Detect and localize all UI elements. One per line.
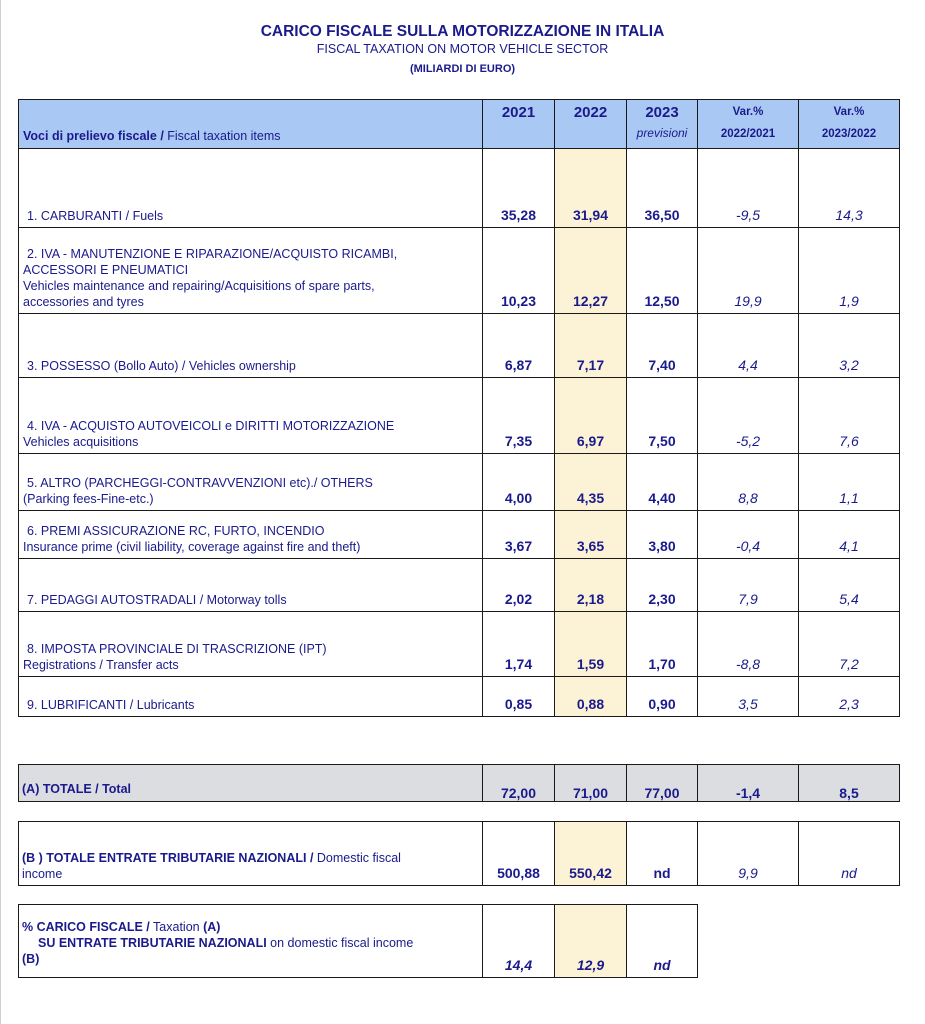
share-label: % CARICO FISCALE / Taxation (A) SU ENTRATE TRIBUTARIE NAZIONALI on domestic fiscal income (B) (19, 905, 483, 978)
cell-var1: -8,8 (698, 612, 799, 677)
cell-var1: 3,5 (698, 677, 799, 717)
cell-v2022: 31,94 (555, 149, 627, 228)
row-label-line: ACCESSORI E PNEUMATICI (23, 263, 189, 277)
cell-v2023: 4,40 (627, 454, 698, 511)
cell-v2021: 6,87 (483, 314, 555, 378)
row-label-line: 7. PEDAGGI AUTOSTRADALI / Motorway tolls (27, 593, 287, 607)
cell-v2023: 1,70 (627, 612, 698, 677)
table-row (19, 314, 900, 378)
cell-v2021: 35,28 (483, 149, 555, 228)
row-label (19, 149, 483, 228)
total-var2: 8,5 (799, 765, 900, 802)
share-row (19, 905, 698, 978)
row-label-line: 4. IVA - ACQUISTO AUTOVEICOLI e DIRITTI MOTORIZZAZIONE (27, 419, 395, 433)
cell-v2021: 1,74 (483, 612, 555, 677)
cell-var2: 1,9 (799, 228, 900, 314)
header-label: Voci di prelievo fiscale / Fiscal taxation items (19, 100, 483, 149)
header-var1: Var.% 2022/2021 (698, 100, 799, 149)
cell-var2: 3,2 (799, 314, 900, 378)
header-2021: 2021 (483, 100, 555, 149)
cell-v2021: 0,85 (483, 677, 555, 717)
total-2022: 71,00 (555, 765, 627, 802)
share-2021: 14,4 (483, 905, 555, 978)
table-row (19, 228, 900, 314)
cell-v2022: 3,65 (555, 511, 627, 559)
cell-v2022: 2,18 (555, 559, 627, 612)
cell-var1: -0,4 (698, 511, 799, 559)
national-label: (B ) TOTALE ENTRATE TRIBUTARIE NAZIONALI / Domestic fiscal income (19, 822, 483, 886)
page-left-edge (0, 0, 1, 1024)
fiscal-table (18, 99, 900, 717)
cell-v2023: 0,90 (627, 677, 698, 717)
cell-v2023: 7,40 (627, 314, 698, 378)
row-label-line: Insurance prime (civil liability, coverage against fire and theft) (23, 540, 361, 554)
cell-v2021: 2,02 (483, 559, 555, 612)
cell-var1: 19,9 (698, 228, 799, 314)
cell-v2021: 7,35 (483, 378, 555, 454)
cell-var1: 7,9 (698, 559, 799, 612)
row-label-line: 8. IMPOSTA PROVINCIALE DI TRASCRIZIONE (IPT) (27, 642, 327, 656)
cell-var2: 1,1 (799, 454, 900, 511)
table-row (19, 454, 900, 511)
table-row (19, 511, 900, 559)
cell-v2022: 0,88 (555, 677, 627, 717)
row-label-line: accessories and tyres (23, 295, 144, 309)
cell-v2023: 36,50 (627, 149, 698, 228)
header-row (19, 100, 900, 149)
row-label-line: Vehicles maintenance and repairing/Acquisitions of spare parts, (23, 279, 375, 293)
total-row (19, 765, 900, 802)
row-label (19, 559, 483, 612)
national-2021: 500,88 (483, 822, 555, 886)
cell-v2023: 7,50 (627, 378, 698, 454)
cell-var2: 2,3 (799, 677, 900, 717)
cell-v2021: 3,67 (483, 511, 555, 559)
cell-var1: -9,5 (698, 149, 799, 228)
cell-var1: 8,8 (698, 454, 799, 511)
row-label (19, 378, 483, 454)
row-label-line: Registrations / Transfer acts (23, 658, 179, 672)
cell-v2023: 12,50 (627, 228, 698, 314)
row-label (19, 314, 483, 378)
page-subtitle: FISCAL TAXATION ON MOTOR VEHICLE SECTOR (316, 42, 609, 56)
row-label (19, 677, 483, 717)
share-2022: 12,9 (555, 905, 627, 978)
total-2021: 72,00 (483, 765, 555, 802)
header-2023: 2023 previsioni (627, 100, 698, 149)
table-row (19, 149, 900, 228)
unit-label: (MILIARDI DI EURO) (409, 63, 516, 75)
cell-var2: 7,6 (799, 378, 900, 454)
table-row (19, 559, 900, 612)
row-label (19, 228, 483, 314)
cell-var1: 4,4 (698, 314, 799, 378)
share-table (18, 904, 698, 978)
cell-var2: 4,1 (799, 511, 900, 559)
row-label-line: 5. ALTRO (PARCHEGGI-CONTRAVVENZIONI etc)./ OTHERS (27, 476, 373, 490)
table-row (19, 677, 900, 717)
total-table (18, 764, 900, 802)
row-label-line: Vehicles acquisitions (23, 435, 139, 449)
total-var1: -1,4 (698, 765, 799, 802)
row-label-line: (Parking fees-Fine-etc.) (23, 492, 154, 506)
header-var2: Var.% 2023/2022 (799, 100, 900, 149)
cell-v2023: 3,80 (627, 511, 698, 559)
national-var1: 9,9 (698, 822, 799, 886)
national-row (19, 822, 900, 886)
national-2023: nd (627, 822, 698, 886)
national-var2: nd (799, 822, 900, 886)
cell-v2022: 1,59 (555, 612, 627, 677)
row-label (19, 511, 483, 559)
cell-v2023: 2,30 (627, 559, 698, 612)
cell-v2022: 6,97 (555, 378, 627, 454)
cell-var1: -5,2 (698, 378, 799, 454)
table-row (19, 612, 900, 677)
national-table (18, 821, 900, 886)
total-label: (A) TOTALE / Total (19, 765, 483, 802)
cell-v2021: 10,23 (483, 228, 555, 314)
share-2023: nd (627, 905, 698, 978)
cell-v2022: 4,35 (555, 454, 627, 511)
cell-var2: 14,3 (799, 149, 900, 228)
row-label-line: 6. PREMI ASSICURAZIONE RC, FURTO, INCENDIO (27, 524, 325, 538)
cell-var2: 5,4 (799, 559, 900, 612)
header-2022: 2022 (555, 100, 627, 149)
row-label-line: 3. POSSESSO (Bollo Auto) / Vehicles ownership (27, 359, 296, 373)
row-label-line: 2. IVA - MANUTENZIONE E RIPARAZIONE/ACQUISTO RICAMBI, (27, 247, 398, 261)
cell-v2021: 4,00 (483, 454, 555, 511)
row-label-line: 1. CARBURANTI / Fuels (27, 209, 164, 223)
row-label-line: 9. LUBRIFICANTI / Lubricants (27, 698, 195, 712)
total-2023: 77,00 (627, 765, 698, 802)
cell-v2022: 7,17 (555, 314, 627, 378)
national-2022: 550,42 (555, 822, 627, 886)
row-label (19, 454, 483, 511)
cell-v2022: 12,27 (555, 228, 627, 314)
table-row (19, 378, 900, 454)
cell-var2: 7,2 (799, 612, 900, 677)
row-label (19, 612, 483, 677)
page-title: CARICO FISCALE SULLA MOTORIZZAZIONE IN ITALIA (260, 23, 665, 40)
